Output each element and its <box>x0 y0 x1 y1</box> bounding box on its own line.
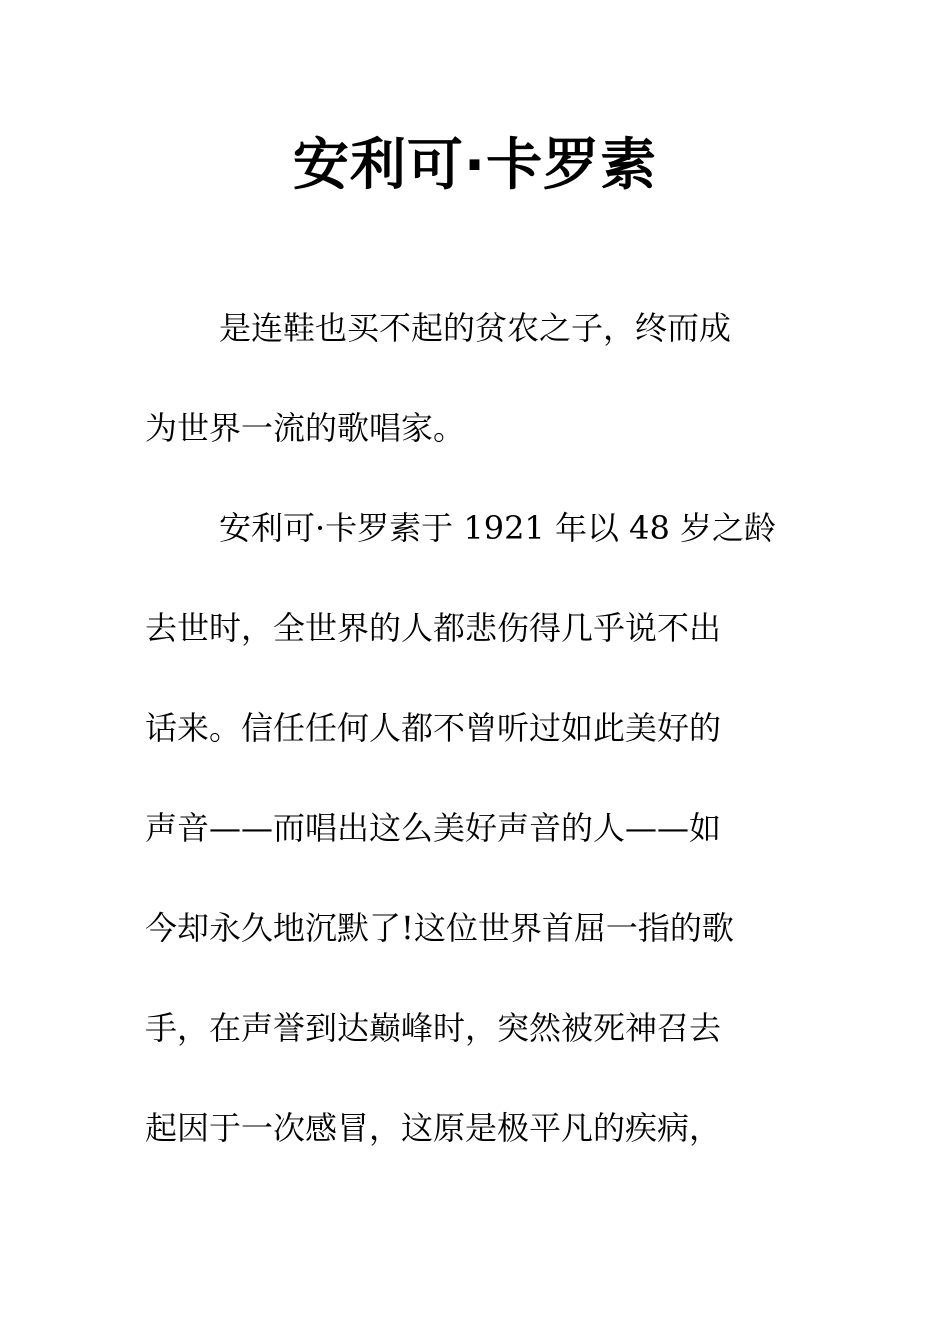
text-line-9: 起因于一次感冒，这原是极平凡的疾病， <box>145 1109 722 1147</box>
text-line-7: 今却永久地沉默了!这位世界首屈一指的歌 <box>145 909 734 947</box>
text-line-1: 是连鞋也买不起的贫农之子，终而成 <box>219 309 732 347</box>
document-body <box>145 298 807 1198</box>
text-line-2: 为世界一流的歌唱家。 <box>145 409 466 447</box>
text-line-4: 去世时，全世界的人都悲伤得几乎说不出 <box>145 609 722 647</box>
text-line-8: 手，在声誉到达巅峰时，突然被死神召去 <box>145 1009 722 1047</box>
document-title: 安利可·卡罗素 <box>292 133 658 198</box>
text-line-3: 安利可·卡罗素于 1921 年以 48 岁之龄 <box>219 509 777 547</box>
text-line-6: 声音——而唱出这么美好声音的人——如 <box>145 809 722 847</box>
text-line-5: 话来。信任任何人都不曾听过如此美好的 <box>145 709 722 747</box>
